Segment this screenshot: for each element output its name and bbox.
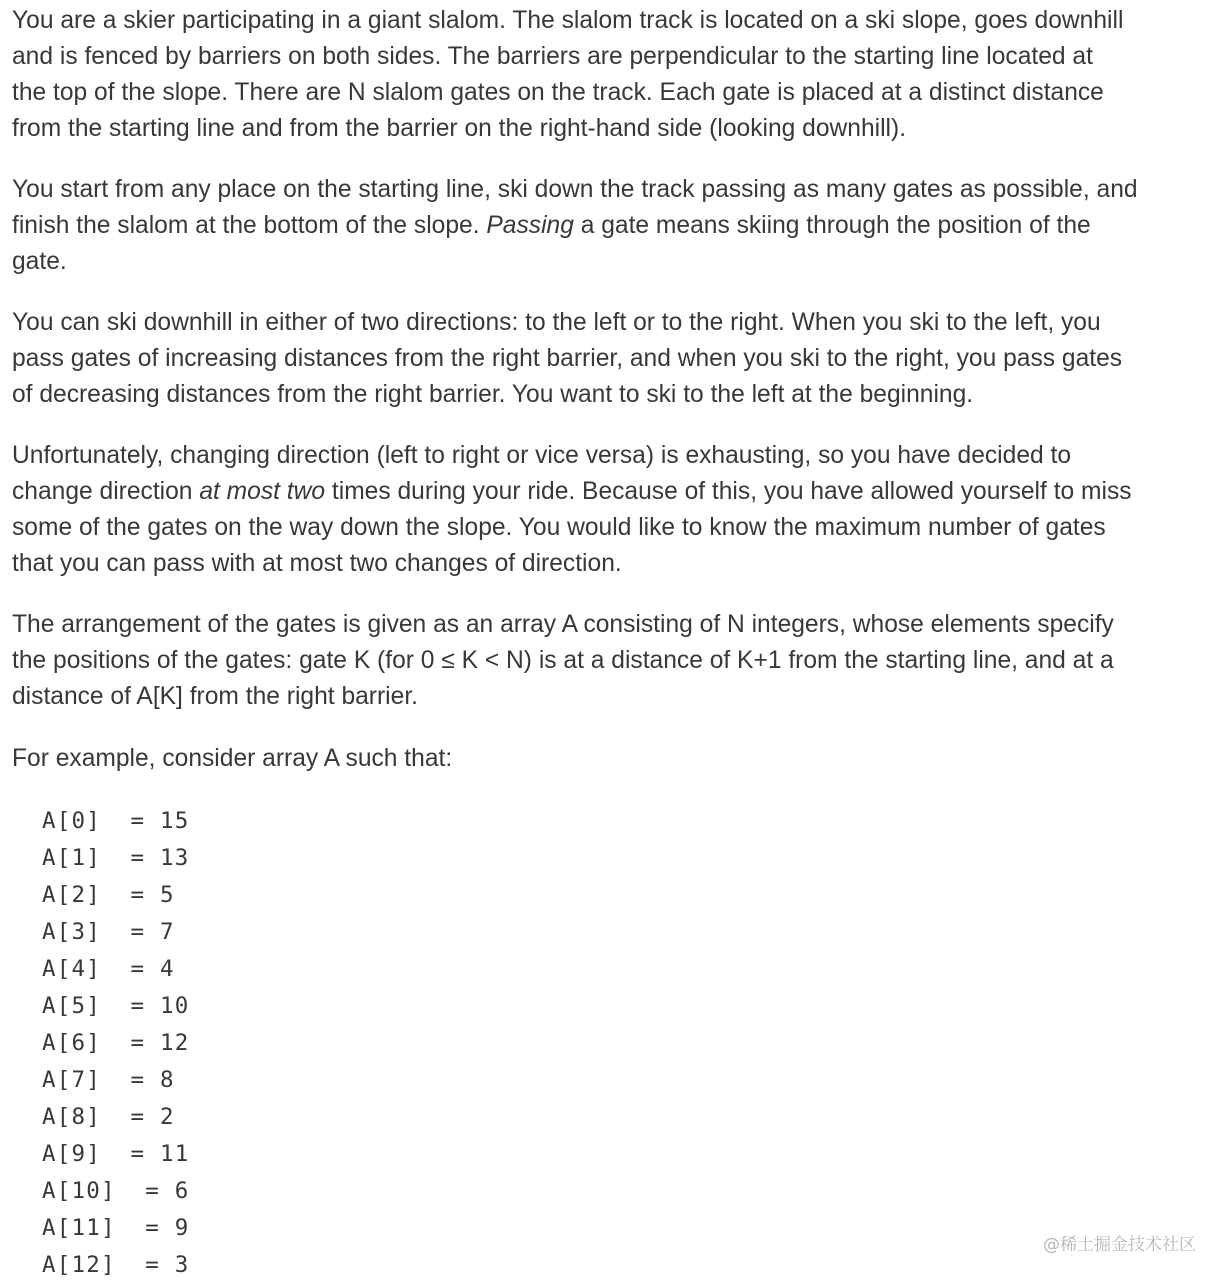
array-example-code-block: [42, 803, 189, 1284]
paragraph-example-intro: [12, 741, 452, 777]
paragraph-text: a gate means skiing through the position of the gate.: [12, 212, 1091, 275]
code-line: A[0] = 15: [42, 808, 190, 834]
paragraph-text: You start from any place on the starting line, ski down the track passing as many gates as possible, and finish the slalom at the bottom of the slope.: [12, 176, 1138, 239]
paragraph-text: You are a skier participating in a giant slalom. The slalom track is located on a ski slope, goes downhill and is fenced by barriers on both sides. The barriers are perpendicular to the starting line located at the top of the slope. There are N slalom gates on the track. Each gate is placed at a distinct distance from the starting line and from the barrier on the right-hand side (looking downhill).: [12, 7, 1124, 142]
code-line: A[9] = 11: [42, 1141, 190, 1167]
paragraph-text: For example, consider array A such that:: [12, 745, 453, 772]
code-line: A[12] = 3: [42, 1252, 190, 1278]
code-line: A[6] = 12: [42, 1030, 190, 1056]
paragraph-text: The arrangement of the gates is given as an array A consisting of N integers, whose elements specify the positions of the gates: gate K (for 0 ≤ K < N) is at a distance of K+1 from the starting line, and at a distance of A[K] from the right barrier.: [12, 611, 1114, 710]
paragraph-changes: [12, 438, 1132, 582]
code-line: A[8] = 2: [42, 1104, 175, 1130]
paragraph-text: times during your ride. Because of this, you have allowed yourself to miss some of the gates on the way down the slope. You would like to know the maximum number of gates that you can pass with at most two changes of direction.: [12, 478, 1132, 577]
paragraph-intro: [12, 3, 1123, 147]
code-line: A[1] = 13: [42, 845, 190, 871]
code-line: A[10] = 6: [42, 1178, 190, 1204]
paragraph-arrangement: [12, 607, 1114, 715]
code-line: A[5] = 10: [42, 993, 190, 1019]
code-line: A[2] = 5: [42, 882, 175, 908]
code-line: A[3] = 7: [42, 919, 175, 945]
paragraph-directions: [12, 305, 1122, 413]
code-line: A[7] = 8: [42, 1067, 175, 1093]
code-line: A[4] = 4: [42, 956, 175, 982]
emphasis-text: at most two: [199, 478, 326, 505]
paragraph-text: Unfortunately, changing direction (left to right or vice versa) is exhausting, so you have decided to change direction: [12, 442, 1072, 505]
code-line: A[11] = 9: [42, 1215, 190, 1241]
watermark: @稀土掘金技术社区: [1043, 1235, 1196, 1255]
paragraph-start: [12, 172, 1138, 280]
paragraph-text: You can ski downhill in either of two directions: to the left or to the right. When you ski to the left, you pass gates of increasing distances from the right barrier, and when you ski to the right, you pass gates of decreasing distances from the right barrier. You want to ski to the left at the beginning.: [12, 309, 1123, 408]
emphasis-text: Passing: [486, 212, 574, 239]
